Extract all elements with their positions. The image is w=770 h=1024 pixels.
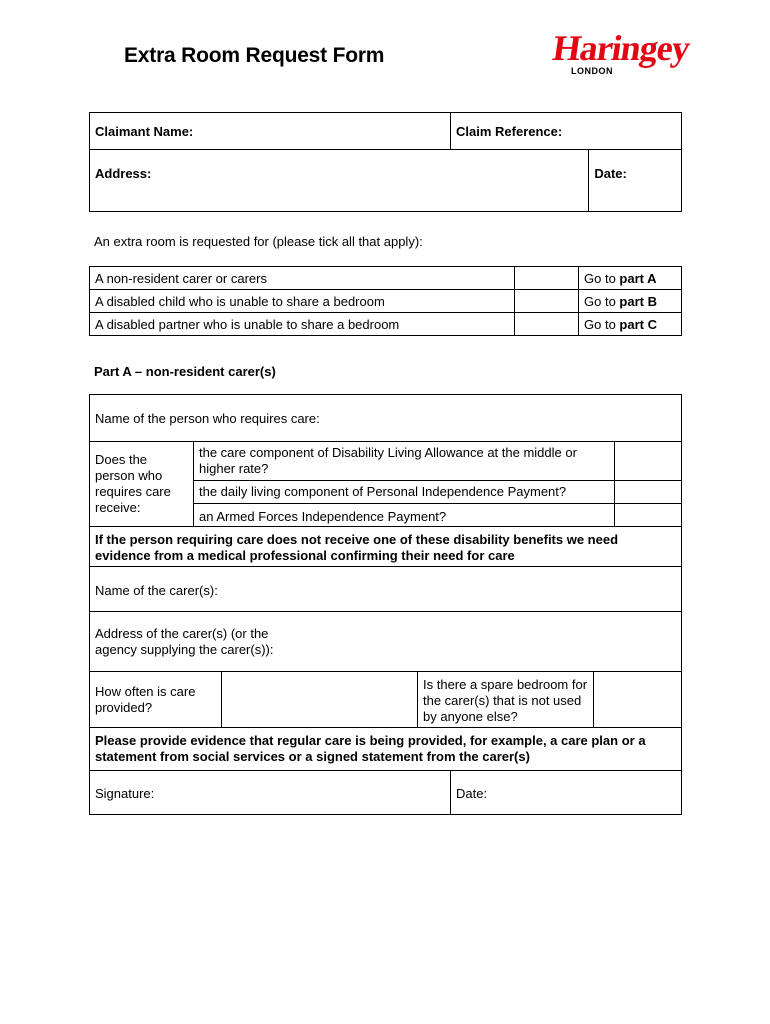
carer-address-label: Address of the carer(s) (or the agency supplying the carer(s)): [95,626,274,657]
request-options-table [89,266,682,336]
benefit-label: the care component of Disability Living Allowance at the middle or higher rate? [194,442,615,481]
logo-subtitle: LONDON [571,66,613,76]
goto-text: Go to [584,317,616,332]
logo-wordmark: Haringey [550,28,692,68]
option-label: A disabled child who is unable to share a bedroom [90,290,515,313]
goto-part: part A [619,271,657,286]
option-goto [579,290,682,313]
option-goto [579,313,682,336]
how-often-input[interactable] [222,672,418,728]
benefit-tick-box[interactable] [615,481,682,504]
claimant-name-field[interactable] [90,113,451,150]
benefit-tick-box[interactable] [615,504,682,527]
part-a-footer-table [89,727,682,815]
claimant-name-label: Claimant Name: [95,124,194,139]
spare-bedroom-tick-box[interactable] [594,672,682,728]
address-field[interactable] [90,150,589,212]
goto-part: part B [619,294,657,309]
spare-bedroom-label: Is there a spare bedroom for the carer(s) that is not used by anyone else? [418,672,594,728]
care-frequency-table [89,671,682,728]
goto-text: Go to [584,294,616,309]
option-label: A disabled partner who is unable to share a bedroom [90,313,515,336]
option-tick-box[interactable] [515,313,579,336]
option-row [90,267,682,290]
signature-label: Signature: [95,786,155,801]
person-name-field[interactable] [90,395,682,442]
option-tick-box[interactable] [515,290,579,313]
person-name-label: Name of the person who requires care: [95,411,320,426]
option-label: A non-resident carer or carers [90,267,515,290]
carer-address-field[interactable] [90,612,682,672]
request-intro: An extra room is requested for (please tick all that apply): [94,234,423,249]
goto-text: Go to [584,271,616,286]
goto-part: part C [619,317,657,332]
claimant-date-field[interactable] [589,150,682,212]
evidence-notice: If the person requiring care does not receive one of these disability benefits we need evidence from a medical professional confirming their need for care [90,527,682,567]
benefit-tick-box[interactable] [615,442,682,481]
claim-reference-field[interactable] [451,113,682,150]
option-goto [579,267,682,290]
benefit-label: an Armed Forces Independence Payment? [194,504,615,527]
option-tick-box[interactable] [515,267,579,290]
option-row [90,290,682,313]
claim-reference-label: Claim Reference: [456,124,563,139]
page-title: Extra Room Request Form [124,44,385,67]
part-a-heading: Part A – non-resident carer(s) [94,364,276,379]
regular-care-notice: Please provide evidence that regular care is being provided, for example, a care plan or a statement from social services or a signed statement from the carer(s) [90,728,682,771]
part-a-person-table [89,394,682,672]
how-often-label: How often is care provided? [90,672,222,728]
part-a-date-field[interactable] [451,771,682,815]
haringey-logo [550,28,692,78]
carer-name-label: Name of the carer(s): [95,583,218,598]
claimant-details-table [89,112,682,212]
address-label: Address: [95,166,152,181]
benefit-label: the daily living component of Personal Independence Payment? [194,481,615,504]
signature-field[interactable] [90,771,451,815]
part-a-date-label: Date: [456,786,488,801]
receive-question: Does the person who requires care receive: [90,442,194,527]
claimant-date-label: Date: [594,166,627,181]
carer-name-field[interactable] [90,567,682,612]
option-row [90,313,682,336]
